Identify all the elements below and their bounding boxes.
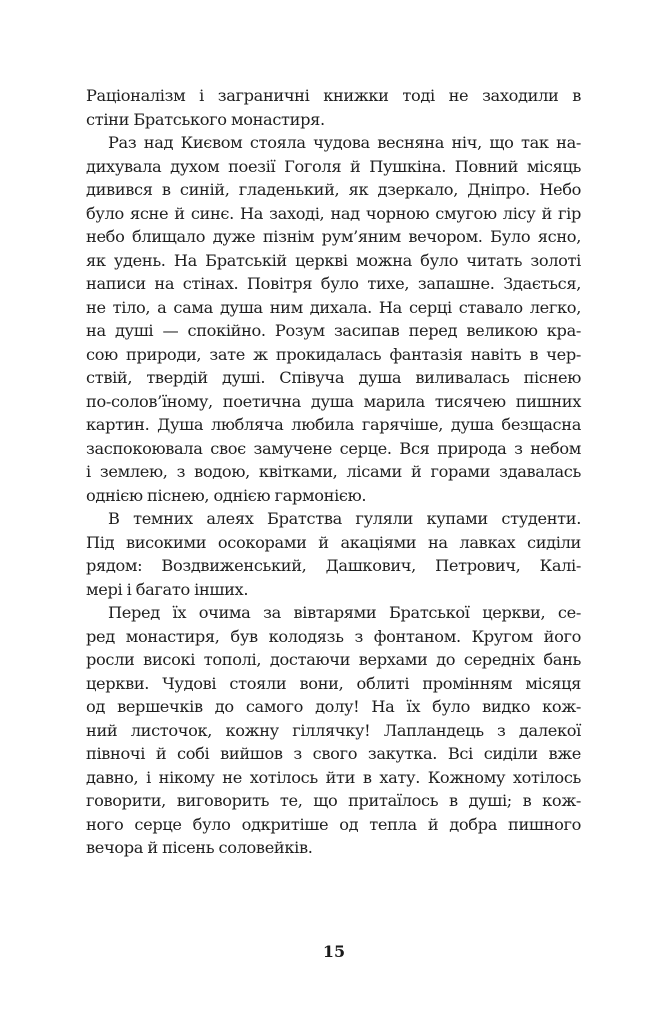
text-line: небо блищало дуже пізнім рум’яним вечором. Було ясно, [86,227,581,246]
text-line: ред монастиря, був колодязь з фонтаном. Кругом його [86,626,581,646]
text-line: ного серце було одкритіше од тепла й добра пишного [86,814,581,834]
text-line: однією піснею, однією гармонією. [86,485,367,505]
text-line: по-солов’їному, поетична душа марила тисячею пишних [86,391,581,411]
text-line: дихувала духом поезії Гоголя й Пушкіна. Повний місяць [86,156,581,176]
text-line: сою природи, зате ж прокидалась фантазія навіть в чер- [86,344,581,364]
text-line: на душі — спокійно. Розум засипав перед великою кра- [86,321,581,340]
text-line: як удень. На Братській церкві можна було читать золоті [86,250,581,270]
text-line: не тіло, а сама душа ним дихала. На серці ставало легко, [86,297,581,317]
text-line: од вершечків до самого долу! На їх було видко кож- [86,697,581,716]
text-line: стіни Братського монастиря. [86,109,325,129]
text-line: написи на стінах. Повітря було тихе, запашне. Здається, [86,274,581,293]
text-line: дивився в синій, гладенький, як дзеркало, Дніпро. Небо [86,180,581,199]
text-line: Раціоналізм і заграничні книжки тоді не заходили в [86,86,581,105]
paragraph-first-line: Перед їх очима за вівтарями Братської церкви, се- [108,603,581,622]
text-line: заспокоювала своє замучене серце. Вся природа з небом [86,438,581,458]
text-line: було ясне й синє. На заході, над чорною смугою лісу й гір [86,203,581,223]
paragraph-first-line: В темних алеях Братства гуляли купами студенти. [108,509,581,528]
text-line: ний листочок, кожну гіллячку! Лапландець з далекої [86,720,581,740]
text-line: давно, і нікому не хотілось йти в хату. Кожному хотілось [86,767,581,787]
text-line: півночі й собі вийшов з свого закутка. Всі сиділи вже [86,744,581,763]
text-line: і землею, з водою, квітками, лісами й горами здавалась [86,462,581,481]
text-line: говорити, виговорить те, що притаїлось в душі; в кож- [86,791,581,810]
text-line: рядом: Воздвиженський, Дашкович, Петрович, Калі- [86,556,581,575]
text-line: церкви. Чудові стояли вони, облиті промінням місяця [86,673,581,693]
page-body [86,84,581,860]
text-line: вечора й пісень соловейків. [86,838,313,857]
paragraph-first-line: Раз над Києвом стояла чудова весняна ніч, що так на- [108,133,581,152]
text-line: картин. Душа люблячa любила гарячіше, душа безщасна [86,415,581,434]
text-line: мері і багато інших. [86,579,249,599]
text-line: росли високі тополі, достаючи верхами до середніх бань [86,650,581,669]
text-line: Під високими осокорами й акаціями на лавках сиділи [86,532,581,552]
page-number: 15 [322,942,346,961]
text-line: ствій, твердій душі. Співуча душа виливалась піснею [86,368,581,387]
